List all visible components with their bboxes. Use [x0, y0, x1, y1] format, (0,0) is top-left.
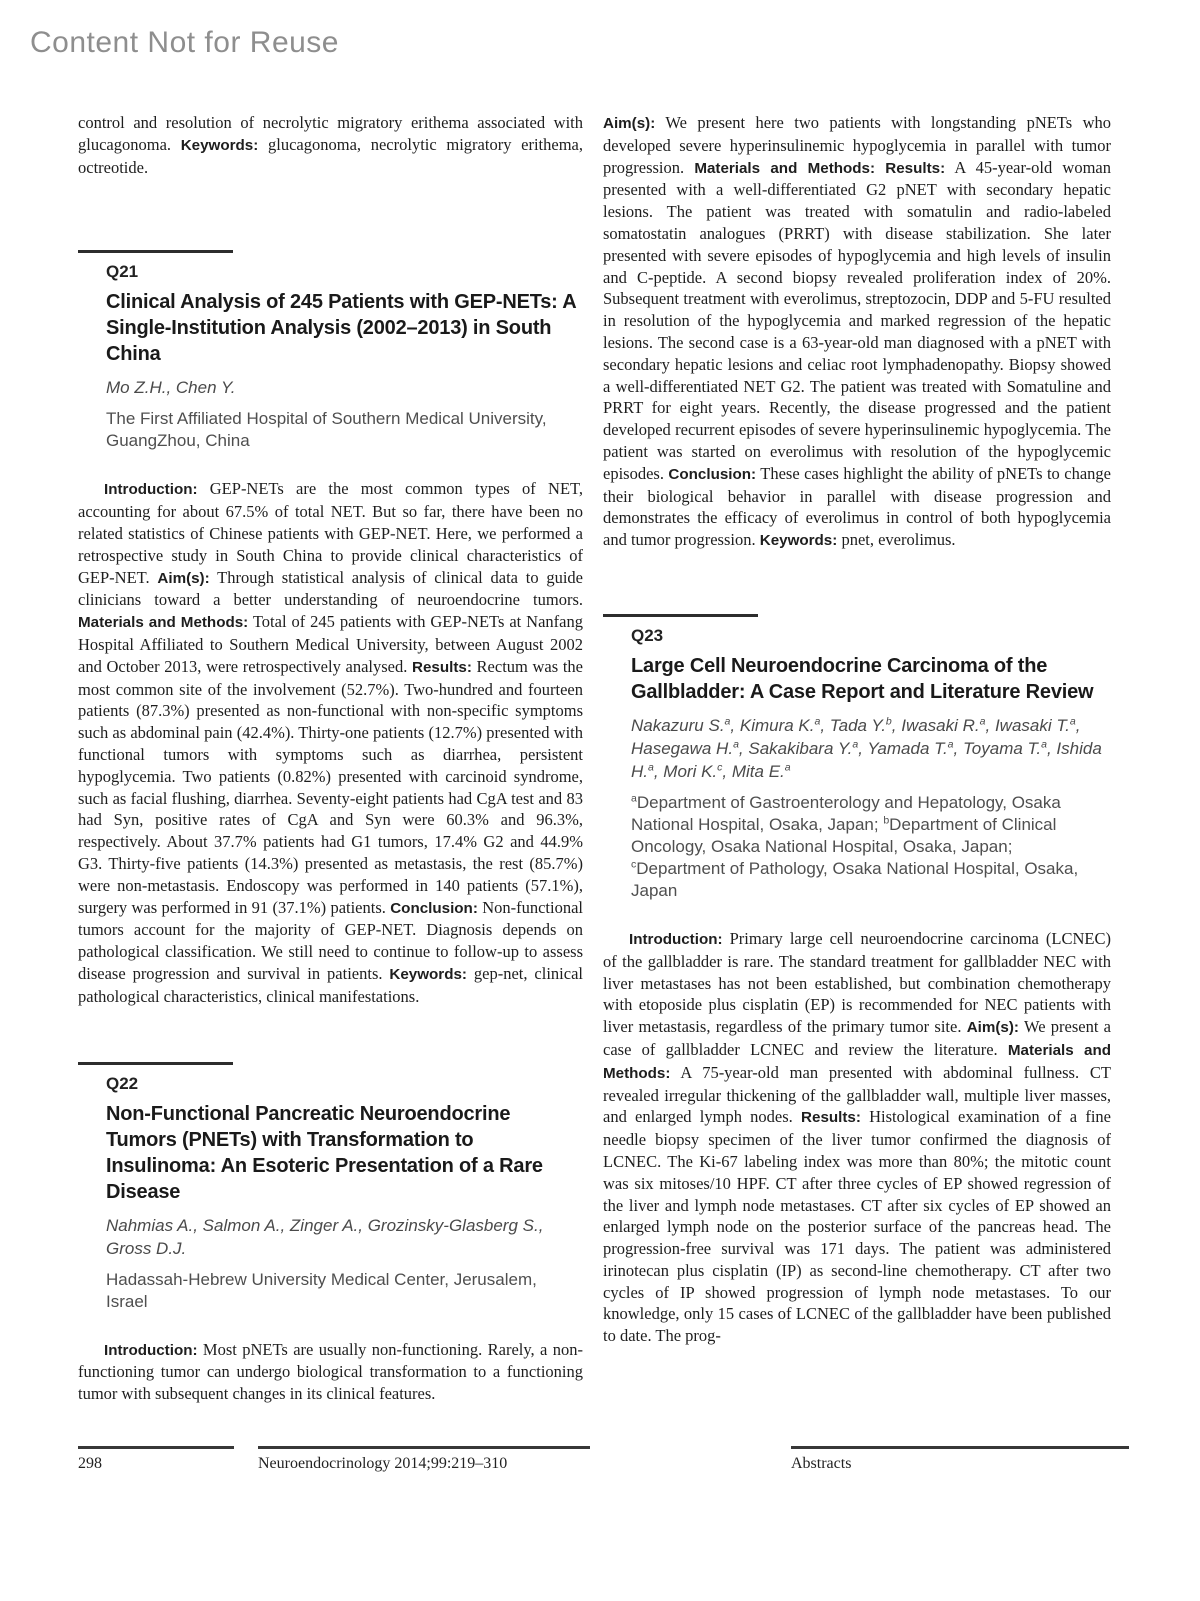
abstract-header: [78, 1074, 583, 1313]
footer-rule: [258, 1446, 590, 1449]
abstract-header: [78, 262, 583, 452]
footer-page-number-block: [78, 1446, 234, 1473]
abstract-q22: [78, 1062, 583, 1405]
abstract-affiliation: $^a$Department of Gastroenterology and Hepatology, Osaka National Hospital, Osaka, Japan; $^b$Department of Clinical Oncology, Osaka National Hospital, Osaka, Japan; $^c$Department of Pathology, Osaka National Hospital, Osaka, Japan: [631, 792, 1079, 900]
section-rule: [603, 614, 758, 617]
column-left: [78, 112, 583, 1405]
footer-section-label: Abstracts: [791, 1455, 852, 1472]
footer-citation-block: [258, 1446, 590, 1473]
continuation-paragraph: control and resolution of necrolytic migratory erithema associated with glucagonoma. Keywords: glucagonoma, necrolytic migratory erithema, octreotide.: [78, 113, 583, 177]
footer-rule: [78, 1446, 234, 1449]
abstract-header: [603, 626, 1111, 902]
abstract-id: Q22: [106, 1073, 139, 1093]
section-rule: [78, 250, 233, 253]
abstract-body: Introduction: Primary large cell neuroendocrine carcinoma (LCNEC) of the gallbladder is rare. The standard treatment for gallbladder NEC with liver metastases has not been established, but combination chemotherapy with etoposide plus cisplatin (EP) is recommended for NEC patients with liver metastasis, regardless of the primary tumor site. Aim(s): We present a case of gallbladder LCNEC and review the literature. Materials and Methods: A 75-year-old man presented with abdominal fullness. CT revealed irregular thickening of the gallbladder wall, multiple liver masses, and enlarged lymph nodes. Results: Histological examination of a fine needle biopsy specimen of the liver tumor confirmed the diagnosis of LCNEC. The Ki-67 labeling index was more than 80%; the mitotic count was six mitoses/10 HPF. CT after three cycles of EP showed regression of the liver and lymph node metastases. CT after six cycles of EP showed an enlarged lymph node on the posterior surface of the pancreas head. The progression-free survival was 171 days. The patient was administered irinotecan plus cisplatin (IP) as second-line chemotherapy. CT after two cycles of IP showed progression of lymph node metastases. To our knowledge, only 15 cases of LCNEC of the gallbladder have been published to date. The prog-: [603, 928, 1112, 1346]
abstract-authors: Mo Z.H., Chen Y.: [106, 378, 236, 398]
watermark-text: Content Not for Reuse: [30, 26, 339, 59]
abstract-q23: [603, 614, 1111, 1347]
footer-rule: [791, 1446, 1129, 1449]
abstract-affiliation: Hadassah-Hebrew University Medical Center, Jerusalem, Israel: [106, 1269, 537, 1311]
abstract-authors: Nakazuru S.$^a$, Kimura K.$^a$, Tada Y.$^b$, Iwasaki R.$^a$, Iwasaki T.$^a$, Hasegawa H.$^a$, Sakakibara Y.$^a$, Yamada T.$^a$, Toyama T.$^a$, Ishida H.$^a$, Mori K.$^c$, Mita E.$^a$: [631, 715, 1102, 781]
abstract-title: Large Cell Neuroendocrine Carcinoma of the Gallbladder: A Case Report and Literature Review: [631, 654, 1094, 703]
abstract-body: Introduction: Most pNETs are usually non-functioning. Rarely, a non-functioning tumor can undergo biological transformation to a functioning tumor with subsequent changes in its clinical features.: [78, 1339, 583, 1404]
abstract-authors: Nahmias A., Salmon A., Zinger A., Grozinsky-Glasberg S., Gross D.J.: [106, 1215, 544, 1258]
footer-citation: Neuroendocrinology 2014;99:219–310: [258, 1455, 508, 1472]
abstract-title: Clinical Analysis of 245 Patients with GEP-NETs: A Single-Institution Analysis (2002–2013) in South China: [106, 291, 576, 366]
abstract-id: Q21: [106, 262, 139, 282]
column-right: [603, 112, 1111, 1347]
footer-section-block: [791, 1446, 1129, 1473]
abstract-title: Non-Functional Pancreatic Neuroendocrine Tumors (PNETs) with Transformation to Insulinoma: An Esoteric Presentation of a Rare Disease: [106, 1102, 543, 1203]
abstract-body: Introduction: GEP-NETs are the most common types of NET, accounting for about 67.5% of total NET. But so far, there have been no related statistics of Chinese patients with GEP-NET. Here, we performed a retrospective study in South China to provide clinical characteristics of GEP-NET. Aim(s): Through statistical analysis of clinical data to guide clinicians toward a better understanding of neuroendocrine tumors. Materials and Methods: Total of 245 patients with GEP-NETs at Nanfang Hospital Affiliated to Southern Medical University, between August 2002 and October 2013, were retrospectively analysed. Results: Rectum was the most common site of the involvement (52.7%). Two-hundred and fourteen patients (87.3%) presented as non-functional with non-specific symptoms such as abdominal pain (42.4%). Thirty-one patients (12.7%) presented with functional tumors with symptoms such as diarrhea, persistent hypoglycemia. Two patients (0.82%) presented with carcinoid syndrome, such as facial flushing, diarrhea. Seventy-eight patients had CgA test and 83 had Syn, positive rates of CgA and Syn were 60.3% and 96.3%, respectively. About 37.7% patients had G1 tumors, 17.4% G2 and 44.9% G3. Thirty-five patients (14.3%) presented as metastasis, the rest (85.7%) were non-metastasis. Endoscopy was performed in 140 patients (57.1%), surgery was performed in 91 (37.1%) patients. Conclusion: Non-functional tumors account for the majority of GEP-NET. Diagnosis depends on pathological classification. We still need to continue to follow-up to assess disease progression and survival in patients. Keywords: gep-net, clinical pathological characteristics, clinical manifestations.: [78, 479, 584, 1006]
section-rule: [78, 1062, 233, 1065]
abstract-id: Q23: [631, 625, 664, 645]
abstract-q21: [78, 250, 583, 1007]
abstract-affiliation: The First Affiliated Hospital of Southern Medical University, GuangZhou, China: [106, 409, 547, 451]
footer-page-number: 298: [78, 1455, 102, 1472]
continuation-paragraph: Aim(s): We present here two patients with longstanding pNETs who developed severe hyperinsulinemic hypoglycemia in parallel with tumor progression. Materials and Methods: Results: A 45-year-old woman presented with a well-differentiated G2 pNET with secondary hepatic lesions. The patient was treated with somatulin and radio-labeled somatostatin analogues (PRRT) with disease stabilization. She later presented with severe episodes of hypoglycemia and high levels of insulin and C-peptide. A second biopsy revealed proliferation index of 20%. Subsequent treatment with everolimus, streptozocin, DDP and 5-FU resulted in resolution of the hypoglycemia and marked regression of the hepatic lesions. The second case is a 63-year-old man diagnosed with a pNET with secondary hepatic lesions and celiac root lymphadenopathy. Biopsy showed a well-differentiated NET G2. The patient was treated with Somatuline and PRRT for eight years. Recently, the disease progressed and the patient developed recurrent episodes of severe hyperinsulinemic hypoglycemia. The patient was started on everolimus with resolution of the hypoglycemic episodes. Conclusion: These cases highlight the ability of pNETs to change their biological behavior in parallel with disease progression and demonstrates the efficacy of everolimus in control of both hypoglycemia and tumor progression. Keywords: pnet, everolimus.: [603, 113, 1112, 550]
